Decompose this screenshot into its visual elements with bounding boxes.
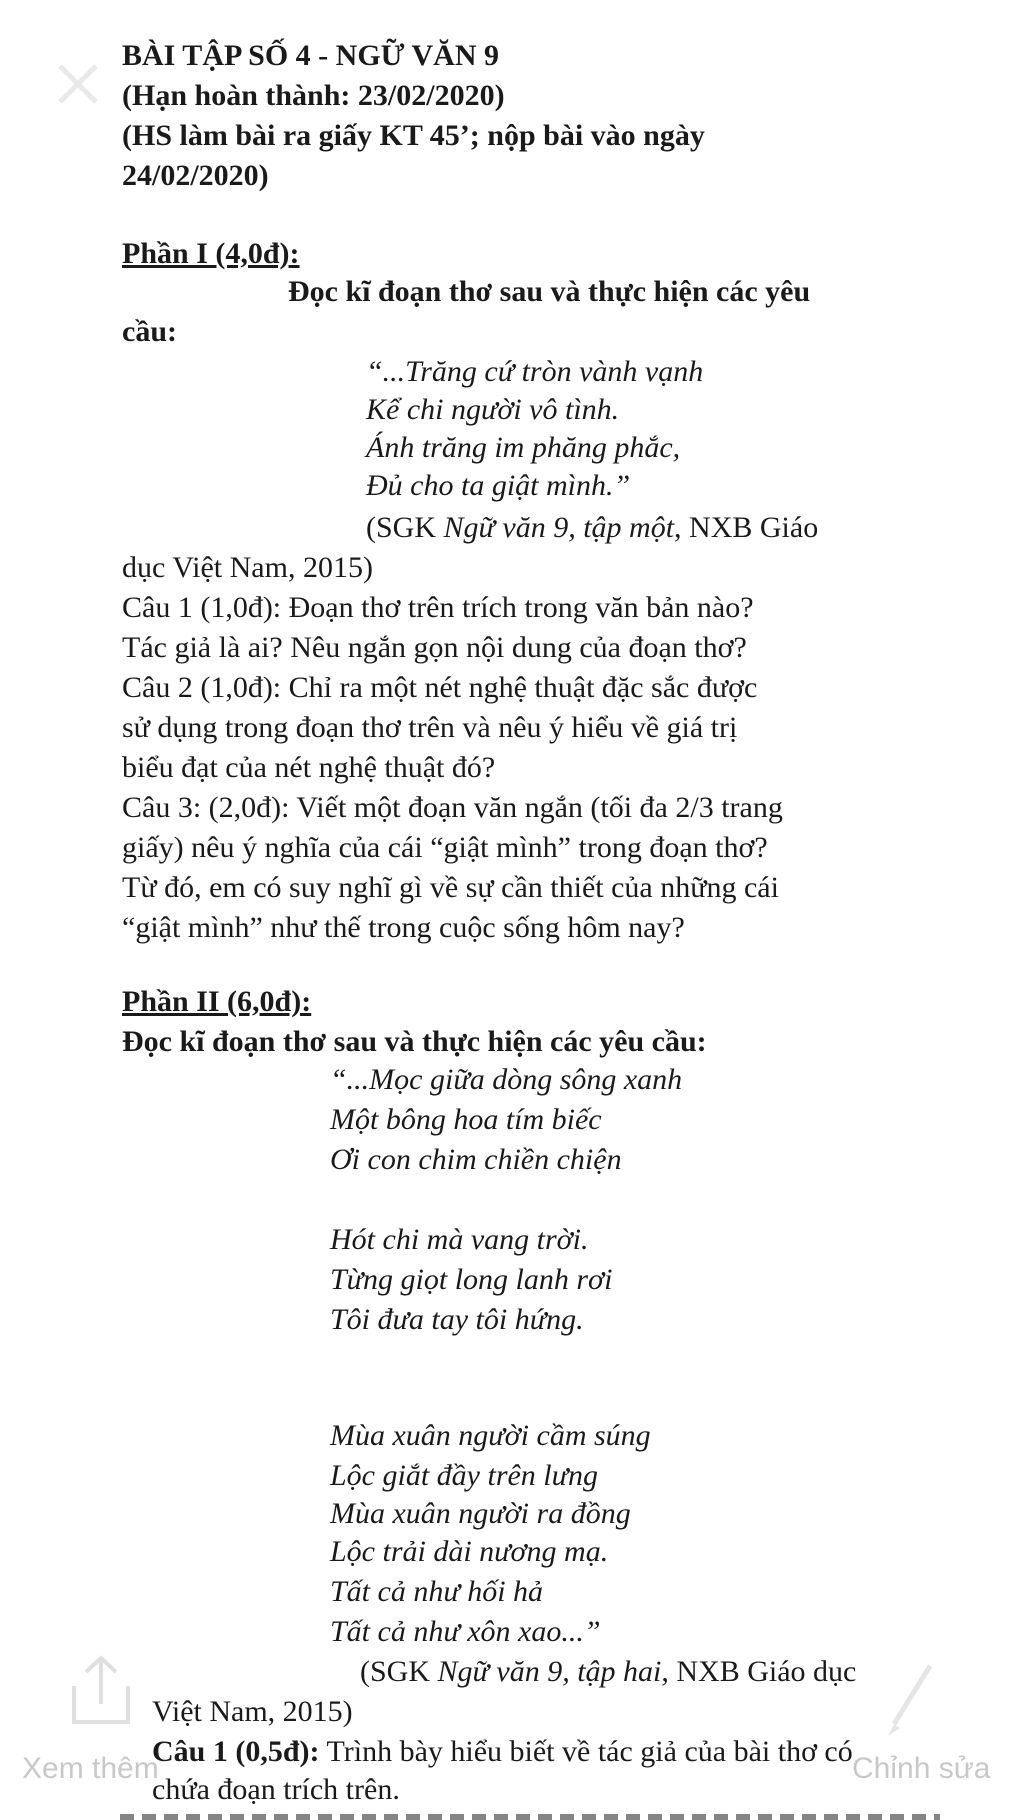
part2-question1 bbox=[152, 1734, 853, 1770]
part2-poem-line: Ơi con chim chiền chiện bbox=[330, 1143, 622, 1176]
deadline-text: (Hạn hoàn thành: 23/02/2020) bbox=[122, 79, 505, 112]
part1-source-line1 bbox=[366, 510, 818, 546]
question-line: Tác giả là ai? Nêu ngắn gọn nội dung của đoạn thơ? bbox=[122, 631, 747, 664]
submit-text-line1: (HS làm bài ra giấy KT 45’; nộp bài vào ngày bbox=[122, 119, 705, 152]
part1-instruction-line2: cầu: bbox=[122, 315, 177, 348]
share-icon[interactable] bbox=[66, 1650, 136, 1730]
part2-poem-line: Lộc trải dài nương mạ. bbox=[330, 1535, 609, 1568]
question-line: sử dụng trong đoạn thơ trên và nêu ý hiểu về giá trị bbox=[122, 711, 738, 744]
part1-poem-line: Đủ cho ta giật mình.” bbox=[366, 469, 631, 502]
part2-q1-label: Câu 1 (0,5đ): bbox=[152, 1735, 320, 1768]
part2-poem-line: Mùa xuân người ra đồng bbox=[330, 1497, 631, 1530]
part1-poem-line: Ánh trăng im phăng phắc, bbox=[366, 431, 681, 464]
part1-source-line2: dục Việt Nam, 2015) bbox=[122, 551, 373, 584]
close-icon[interactable] bbox=[56, 62, 100, 106]
question-line: Câu 1 (1,0đ): Đoạn thơ trên trích trong văn bản nào? bbox=[122, 591, 754, 624]
submit-text-line2: 24/02/2020) bbox=[122, 159, 269, 192]
part2-poem-line: Tất cả như hối hả bbox=[330, 1575, 544, 1608]
part1-poem-line: “...Trăng cứ tròn vành vạnh bbox=[366, 355, 704, 388]
question-line: Từ đó, em có suy nghĩ gì về sự cần thiết của những cái bbox=[122, 871, 779, 904]
part2-instruction: Đọc kĩ đoạn thơ sau và thực hiện các yêu cầu: bbox=[122, 1025, 707, 1058]
part1-poem-line: Kể chi người vô tình. bbox=[366, 393, 620, 426]
part2-poem-line: Hót chi mà vang trời. bbox=[330, 1223, 589, 1256]
part2-source-pre: (SGK bbox=[360, 1655, 438, 1688]
part1-source-book: Ngữ văn 9, tập một bbox=[443, 511, 675, 544]
part2-source-post: , NXB Giáo dục bbox=[661, 1655, 857, 1688]
part2-poem-line: Từng giọt long lanh rơi bbox=[330, 1263, 613, 1296]
part2-poem-line: Tôi đưa tay tôi hứng. bbox=[330, 1303, 584, 1336]
part1-instruction-line1: Đọc kĩ đoạn thơ sau và thực hiện các yêu bbox=[288, 275, 811, 308]
part2-source-line1 bbox=[360, 1654, 856, 1690]
part2-source-book: Ngữ văn 9, tập hai bbox=[437, 1655, 662, 1688]
document-title: BÀI TẬP SỐ 4 - NGỮ VĂN 9 bbox=[122, 39, 499, 72]
question-line: biểu đạt của nét nghệ thuật đó? bbox=[122, 751, 496, 784]
cut-off-line bbox=[120, 1808, 940, 1820]
part2-poem-line: “...Mọc giữa dòng sông xanh bbox=[330, 1063, 683, 1096]
part2-question1-line2: chứa đoạn trích trên. bbox=[152, 1773, 400, 1806]
part2-poem-line: Mùa xuân người cầm súng bbox=[330, 1419, 651, 1452]
part1-source-post: , NXB Giáo bbox=[674, 511, 819, 544]
part1-heading: Phần I (4,0đ): bbox=[122, 237, 300, 270]
part2-poem-line: Một bông hoa tím biếc bbox=[330, 1103, 602, 1136]
see-more-button[interactable]: Xem thêm bbox=[22, 1752, 159, 1785]
part2-q1-text: Trình bày hiểu biết về tác giả của bài thơ có bbox=[319, 1735, 853, 1768]
part2-source-line2: Việt Nam, 2015) bbox=[152, 1695, 353, 1728]
question-line: “giật mình” như thế trong cuộc sống hôm nay? bbox=[122, 911, 685, 944]
part2-poem-line: Lộc giắt đầy trên lưng bbox=[330, 1459, 599, 1492]
question-line: Câu 3: (2,0đ): Viết một đoạn văn ngắn (tối đa 2/3 trang bbox=[122, 791, 783, 824]
part2-poem-line: Tất cả như xôn xao...” bbox=[330, 1615, 601, 1648]
question-line: giấy) nêu ý nghĩa của cái “giật mình” trong đoạn thơ? bbox=[122, 831, 768, 864]
part2-heading: Phần II (6,0đ): bbox=[122, 985, 312, 1018]
pen-icon[interactable] bbox=[880, 1660, 940, 1740]
edit-button[interactable]: Chỉnh sửa bbox=[852, 1752, 991, 1785]
part1-source-pre: (SGK bbox=[366, 511, 444, 544]
question-line: Câu 2 (1,0đ): Chỉ ra một nét nghệ thuật đặc sắc được bbox=[122, 671, 758, 704]
